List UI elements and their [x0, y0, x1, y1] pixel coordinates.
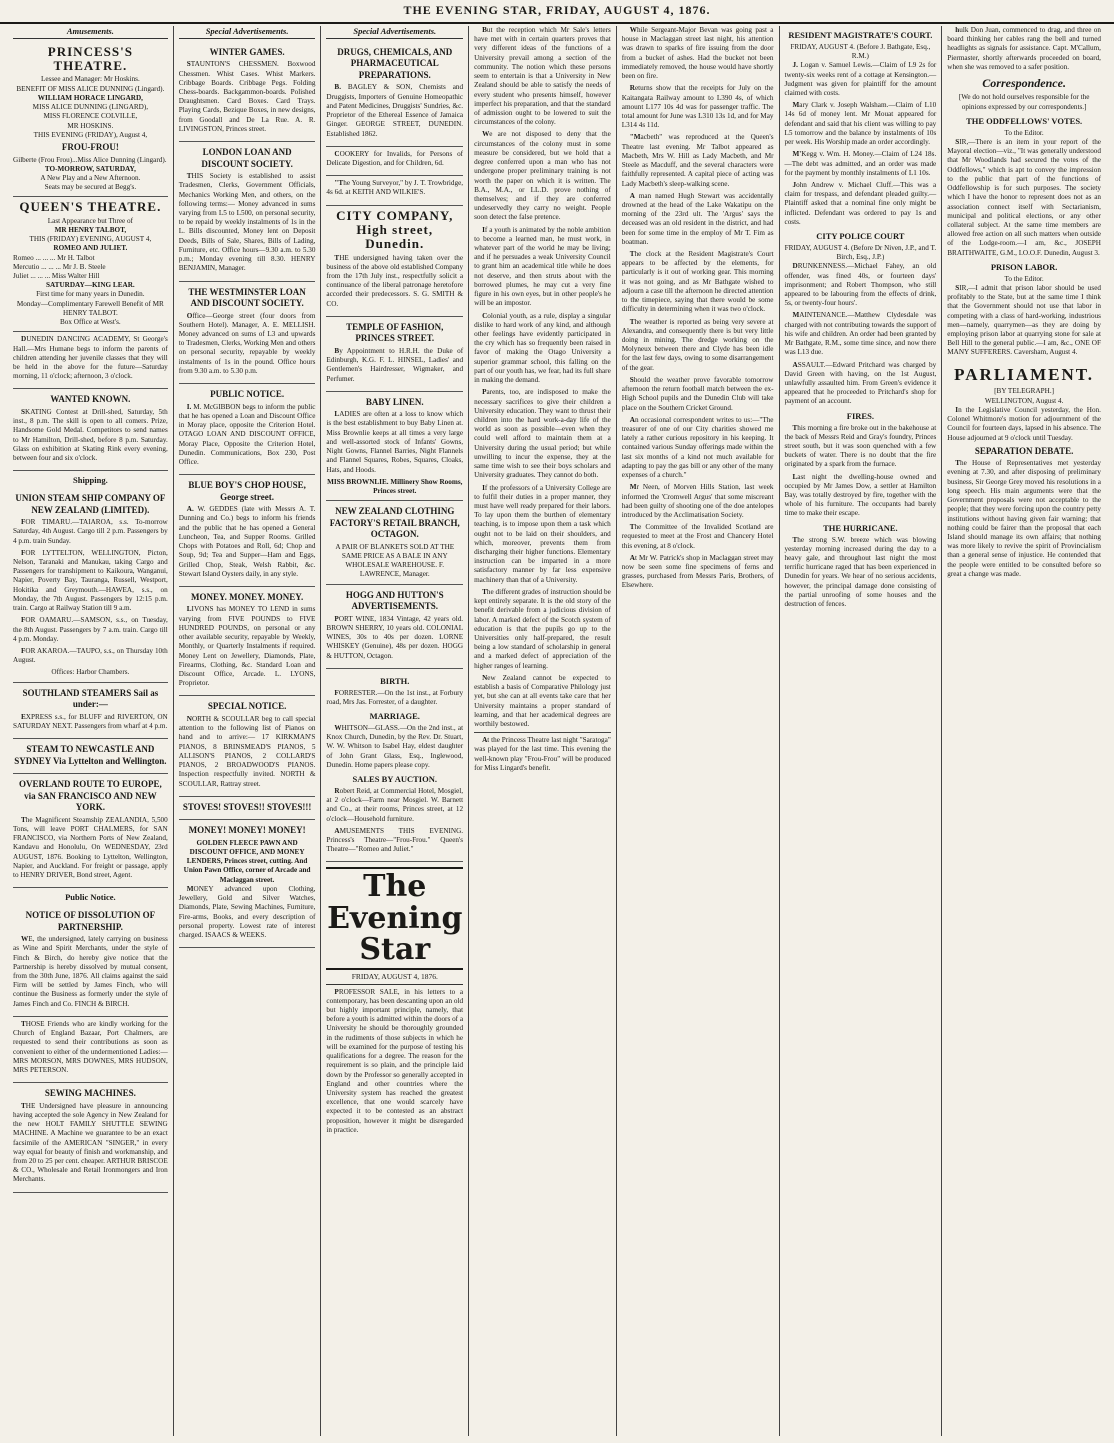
ad-heading: HOGG AND HUTTON'S ADVERTISEMENTS.: [345, 589, 444, 612]
ad-body: B. BAGLEY & SON, Chemists and Druggists, Importers of Genuine Homeopathic and Patent Medicines, Druggists' Sundries, &c. Proprietor of the Ethereal Essence of Jamaica Ginger. GEORGE STREET, DUNEDIN. Established 1862.: [326, 83, 464, 138]
birth-heading: BIRTH.: [380, 675, 410, 686]
ad-line: Last Appearance but Three of: [47, 216, 134, 225]
news-item: The clock at the Resident Magistrate's Court appears to be affected by the elements, for particularly is it out of working gear. This morning it was not going, and as Mr Bathgate wished to adjourn a case till the afternoon he directed attention to the timepiece, saying that there would be some difficulty in determining when it was two o'clock.: [621, 250, 774, 314]
ad-line: THIS EVENING (FRIDAY), August 4,: [33, 130, 148, 139]
dissolution-notice: [13, 905, 168, 1017]
ad-body: LADIES are often at a loss to know which is the best establishment to buy Baby Linen at. Miss Brownlie keeps at all times a very large and well-assorted stock of Infants' Gowns, Night Gowns, Flannel Barries, Night Flannels and Flannel Squares, Robes, Squares, Cloaks, Hats, and Hoods.: [326, 410, 464, 474]
to-editor: To the Editor.: [1004, 128, 1044, 137]
queens-theatre-title: QUEEN'S THEATRE.: [19, 199, 162, 215]
news-item: Returns show that the receipts for July on the Kaitangata Railway amount to L390 4s, of which amount L177 10s 4d was for passenger traffic. The total amount for June was L310 13s 1d, and for May L314 4s 11d.: [621, 84, 774, 130]
column-7: [942, 26, 1106, 1436]
fire-report: Last night the dwelling-house owned and occupied by Mr James Dow, a settler at Hamilton Bay, was totally destroyed by fire, together with the whole of his furniture. The occupants had barely time to make their escape.: [784, 472, 937, 518]
winter-games-ad: [179, 42, 316, 142]
otago-loan-ad: [179, 384, 316, 475]
article-paragraph: Colonial youth, as a rule, display a singular dislike to hard work of any kind, and although other feelings have evidently participated in the cry which has so frequently been raised in favor of making the Otago University a superior grammar school, this falling on the part of our youth has, we fear, had its full share in making the demand.: [474, 311, 611, 385]
cookery-ad: [326, 147, 463, 176]
sales-notice: Robert Reid, at Commercial Hotel, Mosgiel, at 2 o'clock—Farm near Mosgiel. W. Barnett and Co., at their rooms, Princes street, at 12 o'clock—Household furniture.: [326, 786, 464, 823]
dateline: FRIDAY, AUGUST 4, 1876.: [326, 972, 463, 985]
ad-body: Office—George street (four doors from Southern Hotel). Manager, A. E. MELLISH. Money advanced on sums of L3 and upwards to Tradesmen, Clerks, Working Men and others on personal security, repayable by weekly instalments of 1s in the pound. Office hours from 9.30 a.m. to 5.30 p.m.: [178, 311, 316, 375]
ad-heading: DRUGS, CHEMICALS, AND PHARMACEUTICAL PREPARATIONS.: [337, 46, 453, 80]
stoves-ad: [179, 797, 316, 821]
ad-line: BENEFIT OF MISS ALICE DUNNING (Lingard).: [16, 84, 165, 93]
ad-heading: UNION STEAM SHIP COMPANY OF NEW ZEALAND (LIMITED).: [15, 493, 166, 515]
separation-heading: SEPARATION DEBATE.: [974, 445, 1074, 456]
news-item: A man named Hugh Stewart was accidentally drowned at the head of the Lake Wakatipu on the morning of the 23rd ult. The 'Argus' says the deceased was an old resident in the district, and had been for some time in the employ of Mr T. Fim as boatman.: [621, 191, 774, 246]
fires-heading: FIRES.: [846, 410, 874, 421]
amusements-notice: AMUSEMENTS THIS EVENING. Princess's Theatre—"Frou-Frou." Queen's Theatre—"Romeo and Juliet.": [326, 826, 464, 854]
ad-body: SKATING Contest at Drill-shed, Saturday, 5th inst., 8 p.m. The skill is open to all comers. Prize, Handsome Gold Medal. Competitors to send names to Mr Hamilton, Drill-shed, before 8 p.m. Saturday. Glass on exhibition at Skating Rink every evening, between four and six o'clock.: [13, 407, 168, 463]
ad-body: The Magnificent Steamship ZEALANDIA, 5,500 Tons, will leave PORT CHALMERS, for SAN FRANCISCO, via Northern Ports of New Zealand, Kandavu and Honolulu, On WEDNESDAY, 23rd AUGUST, 1876. Booking to Lyttelton, Wellington, Napier, and Auckland. For freight or passage, apply to HENRY DRIVER, Bond street, Agent.: [13, 815, 168, 879]
column-1: [8, 26, 174, 1436]
rm-court-heading: RESIDENT MAGISTRATE'S COURT.: [788, 30, 933, 40]
court-case: M'Kegg v. Wm. H. Money.—Claim of L24 18s.—The debt was admitted, and an order was made for the payment by monthly instalments of L1 10s.: [784, 150, 937, 177]
news-item: At Mr W. Patrick's shop in Maclaggan street may now be seen some fine specimens of ferns and grasses, purchased from Messrs Paris, Brothers, of Elsewhere.: [621, 553, 774, 590]
union-steam-ship-ad: [13, 488, 168, 683]
ad-body: FOR TIMARU.—TAIAROA, s.s. To-morrow Saturday, 4th August. Cargo till 2 p.m. Passengers by 4 p.m. train Sunday.: [13, 518, 168, 545]
clothing-factory-ad: [326, 501, 463, 584]
news-item: hulk Don Juan, commenced to drag, and three on board thinking her cables rang the bell and turned headlights as signals for assistance. Capt. M'Callum, Piermaster, shortly afterwards proceeded on board, when she was removed to a safer position.: [947, 26, 1101, 71]
ad-line: Monday—Complimentary Farewell Benefit of MR HENRY TALBOT.: [16, 299, 164, 317]
ad-line: Lessee and Manager: Mr Hoskins.: [40, 75, 140, 84]
ad-line: Seats may be secured at Begg's.: [44, 183, 137, 192]
sewing-machines-ad: [13, 1083, 168, 1192]
newspaper-nameplate: The Evening Star: [326, 867, 463, 970]
ad-heading: SPECIAL NOTICE.: [207, 701, 287, 712]
ad-heading: MONEY. MONEY. MONEY.: [190, 591, 304, 602]
princess-theatre-title: PRINCESS'S THEATRE.: [47, 43, 133, 74]
ad-body: MONEY advanced upon Clothing, Jewellery, Gold and Silver Watches, Diamonds, Plate, Sewing Machines, Furniture, Fire-arms, Books, and every description of personal property. Lowest rate of interest charged. ISAACS & WEEKS.: [178, 884, 316, 939]
leader-paragraph: PROFESSOR SALE, in his letters to a contemporary, has been descanting upon an old but highly important principle, namely, that before a youth is admitted within the doors of a University he should be thoroughly grounded in the rudiments of those subjects in which he will be examined for the purpose of testing his qualifications for a degree. The reason for the requirement is so plain, and the principle laid down by the Professor so generally accepted in England and other countries where the University system has reached the greatest excellence, that one would scarcely have expected it to be contested as an abstract proposition, however it might be disregarded in practice.: [326, 987, 464, 1134]
column-heading: Amusements.: [13, 26, 168, 39]
hurricane-heading: THE HURRICANE.: [823, 522, 898, 533]
ad-line: TO-MORROW, SATURDAY,: [44, 164, 136, 173]
ad-heading: CITY COMPANY, High street, Dunedin.: [336, 207, 454, 252]
letter-body: SIR,—I admit that prison labor should be used profitably to the State, but at the same time I think that the Government should not use that labor in competing with a class of hard-working, industrious men—namely, quarrymen—as they are doing by employing prison labor at quarrying stone for sale at Bell Hill to the general public.—I am, &c., ONE OF MANY SUFFERERS. Caversham, August 4.: [947, 283, 1101, 357]
parliament-heading: PARLIAMENT.: [954, 364, 1095, 384]
bazaar-notice: [13, 1017, 168, 1083]
ad-body: COOKERY for Invalids, for Persons of Delicate Digestion, and for Children, 6d.: [326, 149, 464, 167]
southland-steamers-ad: [13, 683, 168, 739]
ad-heading: OVERLAND ROUTE TO EUROPE, via SAN FRANCISCO AND NEW YORK.: [19, 779, 162, 813]
young-surveyor-ad: [326, 176, 463, 205]
ad-body: FOR OAMARU.—SAMSON, s.s., on Tuesday, the 8th August. Passengers by 7 a.m. train. Cargo till 4 p.m. Monday.: [13, 616, 168, 643]
ad-line: Offices: Harbor Chambers.: [51, 668, 130, 677]
ad-line: MISS ALICE DUNNING (LINGARD),: [32, 103, 149, 112]
ad-body: LIVONS has MONEY TO LEND in sums varying from FIVE POUNDS to FIVE HUNDRED POUNDS, on personal or any other available security, repayable by Weekly, Monthly, or Quarterly Instalments if required. Money Lent on Jewellery, Diamonds, Plate, Firearms, Clothing, &c. Standard Loan and Discount Office, Arcade. L. LYONS, Proprietor.: [178, 605, 316, 688]
ad-body: I. M. McGIBBON begs to inform the public that he has opened a Loan and Discount Office in Moray place, opposite the Criterion Hotel. OTAGO LOAN AND DISCOUNT OFFICE, Moray Place, Opposite the Criterion Hotel, Dunedin. Communications, Box 230, Post Office.: [178, 402, 316, 466]
section-heading: Public Notice.: [65, 892, 116, 903]
court-case: ASSAULT.—Edward Pritchard was charged by David Green with having, on the 1st August, unlawfully assaulted him. From Green's evidence it appeared that he proceeded to Pritchard's shop for payment of an account.: [784, 360, 937, 406]
ad-heading: MONEY! MONEY! MONEY!: [188, 825, 306, 836]
to-editor: To the Editor.: [1004, 274, 1044, 283]
ad-heading: THE WESTMINSTER LOAN AND DISCOUNT SOCIETY.: [188, 286, 306, 309]
ad-line: MISS FLORENCE COLVILLE,: [43, 112, 138, 121]
court-case: Mary Clark v. Joseph Walsham.—Claim of L10 14s 6d of money lent. Mr Mouat appeared for defendant and said that his client was willing to pay L5 tomorrow and the balance by instalments of 10s per week. His Worship made an order accordingly.: [784, 101, 937, 147]
letter-heading: THE ODDFELLOWS' VOTES.: [966, 115, 1083, 126]
article-paragraph: The different grades of instruction should be kept entirely separate. It is the old story of the benefit derivable from a judicious division of labor. A marked defect of the Scotch system of education is that the pupils go up to the Universities only half-prepared, the result being a low standard of scholarship in general and a marked defect of appreciation of the higher ranges of learning.: [474, 587, 611, 670]
ad-heading: NOTICE OF DISSOLUTION OF PARTNERSHIP.: [25, 910, 156, 932]
article-paragraph: We are not disposed to deny that the circumstances of the colony must in some measure be considered, but we hold that a degree conferred upon a man who has not undergone proper preliminary training is not worth the paper on which it is written. The B.A., M.A., or LL.D. prove nothing of themselves; and if they are conferred undeservedly they carry no weight. People soon detect the false pretence.: [474, 130, 611, 222]
chop-house-ad: [179, 475, 316, 587]
masthead: THE EVENING STAR, FRIDAY, AUGUST 4, 1876.: [0, 0, 1114, 24]
fire-report: This morning a fire broke out in the bakehouse at the back of Messrs Reid and Gray's foundry, Princes street south, but it was soon quenched with a few buckets of water. There is no doubt that the fire originated by a spark from the furnace.: [784, 423, 937, 469]
correspondence-note: [We do not hold ourselves responsible for the opinions expressed by our correspondents.]: [958, 93, 1090, 111]
ad-line: A New Play and a New Afternoon.: [40, 173, 141, 182]
column-6: [780, 26, 943, 1436]
ad-line: ROMEO AND JULIET.: [53, 244, 128, 253]
ad-body: DUNEDIN DANCING ACADEMY, St George's Hall.—Mrs Humane begs to inform the parents of children attending her juvenile classes that they will be held in the above for the future—Saturday morning, 11 o'clock; afternoon, 3 o'clock.: [13, 335, 168, 381]
newcastle-steam-ad: [13, 739, 168, 774]
london-loan-ad: [179, 142, 316, 281]
hurricane-report: The strong S.W. breeze which was blowing yesterday morning increased during the day to a heavy gale, and throughout last night the most terrific hurricane raged that has been experienced in Dunedin for years. We hear of no serious accidents, however, the principal damage done consisting of the partial unroofing of some houses and the destruction of fences.: [784, 535, 937, 609]
ad-body: FOR LYTTELTON, WELLINGTON, Picton, Nelson, Taranaki and Manukau, taking Cargo and Passengers for transhipment to Kaikoura, Wanganui, Napier, Poverty Bay, Tauranga, Russell, Westport, Hokitika and Greymouth.—HAWEA, s.s., on Monday, the 7th August. Passengers by 12:15 p.m. train. Cargo at Railway Station till 9 a.m.: [13, 548, 168, 613]
ad-body: A. W. GEDDES (late with Messrs A. T. Dunning and Co.) begs to inform his friends and the public that he has opened a General Luncheon, Tea, and Supper Rooms. Grilled Chops with Potatoes and Roll, 6d; Chop and Soup, 9d; Tea and Supper—Ham and Eggs, Grilled Chop, Steak, Welsh Rabbit, &c. Stewart Island Oysters daily, in any style.: [178, 505, 316, 578]
ad-line: MR HOSKINS.: [67, 121, 114, 130]
wanted-known-ad: [13, 389, 168, 471]
column-4: [469, 26, 617, 1436]
column-heading: Special Advertisements.: [179, 26, 316, 39]
news-item: Mr Neen, of Morven Hills Station, last week informed the 'Cromwell Argus' that some miscreant had been guilty of shooting one of the doe antelopes introduced by the Acclimatisation Society.: [621, 483, 774, 519]
ad-body: NORTH & SCOULLAR beg to call special attention to the following list of Pianos on hand and to arrive:— 17 KIRKMAN'S PIANOS, 8 BRINSMEAD'S PIANOS, 5 ALLISON'S PIANOS, 2 COLLARD'S PIANOS, 2 BROADWOOD'S PIANOS. Inspection respectfully invited. NORTH & SCOULLAR, Rattray street.: [178, 714, 316, 788]
ad-heading: BLUE BOY'S CHOP HOUSE, George street.: [188, 480, 306, 502]
wellington-dateline: WELLINGTON, August 4.: [984, 396, 1064, 405]
ad-line: Romeo ... ... ... Mr H. Talbot: [13, 253, 95, 262]
news-item: The Committee of the Invalided Scotland are requested to meet at the Frost and Chancery Hotel this evening, at 8 o'clock.: [621, 523, 774, 550]
money-lend-ad: [179, 587, 316, 696]
parliament-report: The House of Representatives met yesterday evening at 7.30, and after disposing of preliminary business, Sir George Grey moved his resolutions in a long speech. His main arguments were that the Government proposals were not acceptable to the people; that they were forcing upon the country petty institutions without having given fair warning; that nothing could be fairer than the proposal that each Island should manage its own affairs; that nothing was more likely to revive the spirit of Provincialism than a general sense of injustice. He contended that the people were entitled to be consulted before so great a change was made.: [947, 459, 1101, 578]
ad-body: THOSE Friends who are kindly working for the Church of England Bazaar, Port Chalmers, are requested to send their contributions as soon as convenient to either of the undermentioned Ladies:— MRS MORSON, MRS DOWNES, MRS HUDSON, MRS PETERSON.: [13, 1019, 168, 1074]
ad-heading: TEMPLE OF FASHION, PRINCES STREET.: [346, 321, 444, 344]
divider: [474, 732, 611, 733]
drugs-ad: [326, 42, 463, 147]
city-company-ad: [326, 206, 463, 317]
westminster-loan-ad: [179, 282, 316, 385]
ad-body: THE undersigned having taken over the business of the above old established Company from the 17th July inst., respectfully solicit a continuance of the liberal patronage heretofore accorded their predecessors. S. G. SMITH & CO.: [326, 253, 464, 308]
police-court-date: FRIDAY, AUGUST 4. (Before Dr Niven, J.P., and T. Birch, Esq., J.P.): [784, 243, 937, 262]
ad-body: EXPRESS s.s., for BLUFF and RIVERTON, ON SATURDAY NEXT. Passengers from wharf at 4 p.m.: [13, 712, 168, 730]
correspondence-heading: Correspondence.: [982, 76, 1066, 91]
column-heading: Special Advertisements.: [326, 26, 463, 39]
notices: [326, 669, 463, 863]
temple-of-fashion-ad: [326, 317, 463, 392]
section-heading: Shipping.: [73, 475, 108, 486]
queens-theatre-ad: [13, 197, 168, 332]
ad-heading: NEW ZEALAND CLOTHING FACTORY'S RETAIL BRANCH, OCTAGON.: [329, 506, 460, 540]
ad-body: THE Undersigned have pleasure in announcing having accepted the sole Agency in New Zealand for the new HOLT FAMILY SHUTTLE SEWING MACHINE. A Machine we guarantee to be an exact facsimile of the AMERICAN "SINGER," in every way equal for beauty of finish and workmanship, and from 20 to 25 per cent. cheaper. ARTHUR BRISCOE & CO., Wholesale and Retail Ironmongers and Iron Merchants.: [13, 1101, 168, 1184]
letter-heading: PRISON LABOR.: [990, 261, 1058, 272]
ad-heading: WINTER GAMES.: [209, 46, 285, 57]
marriage-notice: WHITSON—GLASS.—On the 2nd inst., at Knox Church, Dunedin, by the Rev. Dr. Stuart, W. W. Whitson to Isabel Hay, eldest daughter of John Grant Glass, Esq., Inglewood, Dunedin. Home papers please copy.: [326, 723, 464, 769]
police-court-heading: CITY POLICE COURT: [816, 231, 905, 242]
article-paragraph: If a youth is animated by the noble ambition to become a learned man, he must work, in whatever part of the world he may be living; and if he persuades a weak University Council to grant him an academical title while he does not deserve, and then struts about with the borrowed plumes, he may cut a very fine figure in his own eyes, but in other people's he will be an impostor.: [474, 225, 611, 308]
ad-line: SATURDAY—KING LEAR.: [46, 281, 135, 290]
ad-body: FOR AKAROA.—TAUPO, s.s., on Thursday 10th August.: [13, 646, 168, 665]
ad-heading: SEWING MACHINES.: [44, 1088, 136, 1099]
article-paragraph: New Zealand cannot be expected to establish a basis of Comparative Philology just yet, but she can at all events take care that her University maintains a proper standard of learning, and that her academical degrees are worthily bestowed.: [474, 673, 611, 728]
letter-body: SIR,—There is an item in your report of the Mayoral election—viz., "It was generally understood that Mr Woodlands had secured the votes of the Oddfellows," which is apt to convey the impression to the public that part of the functions of Oddfellowship is for such purposes. The society which I have the honor to represent does not as an association connect itself with Sectarianism, municipal and political elections, or any other collateral subject. At the same time members are allowed free action on all such matters when outside of the Lodge-room.—I am, &c., JOSEPH BRAITHWAITE, G.M., I.O.O.F. Dunedin, August 3.: [947, 137, 1101, 257]
ad-line: Gilberte (Frou Frou)...Miss Alice Dunning (Lingard).: [13, 155, 167, 164]
ad-heading: BABY LINEN.: [365, 396, 424, 407]
news-item: The weather is reported as being very severe at Alexandra, and consequently there is but very little doing in mining. The dredge working on the Molyneux between there and Clyde has been idle for the last few days, owing to some disarrangement of the gear.: [621, 317, 774, 372]
court-case: John Andrew v. Michael Cluff.—This was a claim for trespass, and defendant pleaded guilty.—Plaintiff asked that a nominal fine only might be inflicted. Defendant was ordered to pay 1s and costs.: [784, 180, 937, 226]
article-paragraph: But the reception which Mr Sale's letters have met with in certain quarters proves that very different ideas of the functions of a University prevail among a section of the community. The notion which these persons seem to entertain is that a University in New Zealand should be able to satisfy the needs of every student who presents himself, however imperfect his preparation, and that the standard of admission ought to be lowered to suit the circumstances of the colony.: [474, 26, 611, 127]
court-case: J. Logan v. Samuel Lewis.—Claim of L9 2s for twenty-six weeks rent of a cottage at Kensington.—Judgment was given for plaintiff for the amount claimed with costs.: [784, 61, 937, 97]
article-paragraph: At the Princess Theatre last night "Saratoga" was played for the last time. This evening the well-known play "Frou-Frou" will be produced for Miss Lingard's benefit.: [474, 736, 611, 772]
baby-linen-ad: [326, 392, 463, 501]
ad-line: First time for many years in Dunedin.: [36, 290, 145, 299]
golden-fleece-ad: [179, 820, 316, 948]
ad-line: Box Office at West's.: [60, 318, 121, 327]
ad-subheading: GOLDEN FLEECE PAWN AND DISCOUNT OFFICE, AND MONEY LENDERS, Princes street, cutting. And Union Pawn Office, corner of Arcade and Maclaggan street.: [183, 838, 311, 884]
ad-heading: WANTED KNOWN.: [50, 394, 131, 405]
column-2: [174, 26, 322, 1436]
news-item: Should the weather prove favorable tomorrow afternoon the return football match between the ex-High School pupils and the Dunedin Club will take place on the Southern Cricket Ground.: [621, 375, 774, 412]
column-3: [321, 26, 469, 1436]
princess-theatre-ad: [13, 42, 168, 198]
ad-line: Mercutio ... ... ... Mr J. B. Steele: [13, 262, 106, 271]
ad-body: A PAIR OF BLANKETS SOLD AT THE SAME PRICE AS A BALE IN ANY WHOLESALE WAREHOUSE. F. LAWRENCE, Manager.: [335, 542, 455, 579]
ad-body: WE, the undersigned, lately carrying on business as Wine and Spirit Merchants, under the style of Finch & Birch, do hereby give notice that the Partnership is hereby dissolved by mutual consent, from the 30th June, 1876. All claims against the said Firm will be settled by James Finch, who will continue the Business as formerly under the style of James Finch and Co. FINCH & BIRCH.: [13, 935, 168, 1008]
ad-heading: LONDON LOAN AND DISCOUNT SOCIETY.: [201, 147, 293, 169]
newspaper-columns: [8, 26, 1106, 1436]
news-item: "Macbeth" was reproduced at the Queen's Theatre last evening. Mr Talbot appeared as Macbeth, Mrs W. Hill as Lady Macbeth, and Mr Steele as Macduff, and the several characters were faithfully represented. A capital piece of acting was Lady Macbeth's sleep-walking scene.: [621, 133, 774, 188]
dancing-academy-ad: [13, 332, 168, 389]
ad-line: FROU-FROU!: [61, 142, 119, 152]
ad-body: STAUNTON'S CHESSMEN. Boxwood Chessmen. Whist Cases. Whist Markers. Cribbage Boards. Cribbage Pegs. Folding Chess-boards. Backgammon-boards. Polished Draughtsmen. Card Boxes. Card Trays. Playing Cards, Bezique Boxes, in new designs, from Goodall and De La Rue. A. R. LIVINGSTON, Princes street.: [178, 60, 316, 133]
ad-heading: PUBLIC NOTICE.: [210, 389, 285, 400]
ad-body: By Appointment to H.R.H. the Duke of Edinburgh, K.G. F. L. HINSEL, Ladies' and Gentlemen's Hairdresser, Wigmaker, and Perfumer.: [326, 346, 464, 383]
ad-body: "The Young Surveyor," by J. T. Trowbridge, 4s 6d. at KEITH AND WILKIE'S.: [326, 179, 464, 197]
ad-line: MISS BROWNLIE. Millinery Show Rooms, Princes street.: [327, 477, 463, 495]
marriage-heading: MARRIAGE.: [369, 711, 420, 722]
overland-route-ad: [13, 774, 168, 888]
ad-body: PORT WINE, 1834 Vintage, 42 years old. BROWN SHERRY, 10 years old. COLONIAL WINES, 30s to 40s per dozen. LORNE WHISKEY (Genuine), 48s per dozen. HOGG & HUTTON, Octagon.: [326, 614, 464, 660]
telegraph-tag: [BY TELEGRAPH.]: [994, 387, 1055, 396]
court-case: DRUNKENNESS.—Michael Fahey, an old offender, was fined 40s, or fourteen days' imprisonment; and Robert Thompson, who still appeared to be labouring from the effects of drink, 5s, or twenty-four hours'.: [784, 262, 937, 308]
pianos-ad: [179, 696, 316, 796]
parliament-report: In the Legislative Council yesterday, the Hon. Colonel Whitmore's motion for adjournment of the Council for fourteen days, lapsed in his absence. The House adjourned at 9 o'clock until Tuesday.: [947, 405, 1101, 442]
birth-notice: FORRESTER.—On the 1st inst., at Forbury road, Mrs Jas. Forrester, of a daughter.: [326, 688, 464, 706]
ad-line: MR HENRY TALBOT,: [54, 225, 127, 234]
news-item: While Sergeant-Major Bevan was going past a house in Maclaggan street last night, his attention was drawn to sparks of fire issuing from the door from a bucket of ashes. Had the bucket not been immediately removed, the house would have shortly been on fire.: [621, 26, 774, 81]
ad-line: WILLIAM HORACE LINGARD,: [37, 93, 143, 102]
sales-heading: SALES BY AUCTION.: [352, 774, 437, 785]
ad-body: THIS Society is established to assist Tradesmen, Clerks, Government Officials, Mechanics Working Men, and others, on the following terms:— Money advanced in sums varying from L5 to L500, on personal security, to be repaid by weekly instalments of 1s in the L. Bills discounted, Money lent on Deposit Deeds, Bills of Sale, Shares, Bills of Lading, Furniture, etc. Office hours—9.30 a.m. to 5.30 p.m.; Monday evening till 8.30. HENRY BENJAMIN, Manager.: [178, 172, 316, 273]
column-5: [617, 26, 780, 1436]
ad-heading: STEAM TO NEWCASTLE AND SYDNEY Via Lyttelton and Wellington.: [14, 744, 167, 766]
ad-heading: STOVES! STOVES!! STOVES!!!: [182, 801, 312, 812]
rm-court-date: FRIDAY, AUGUST 4. (Before J. Bathgate, Esq., R.M.): [790, 42, 931, 61]
hogg-hutton-ad: [326, 585, 463, 669]
news-item: An occasional correspondent writes to us:—"The treasurer of one of our City charities showed me lately a rather curious repository in his keeping. It contained various Sunday offerings made within the last six months of a kind not much available for adapting to pay the gas bill or any other of the many expenses of a church.": [621, 415, 774, 480]
article-paragraph: If the professors of a University College are to fulfil their duties in a proper manner, they must have well ready prepared for their labors. To lay upon them the burthen of elementary teaching, is to impose upon them a task which ought not to be laid on their shoulders, and which, moreover, prevents them from discharging their higher functions. Elementary instruction can be imparted in a more satisfactory manner by far less expensive machinery than that of a University.: [474, 483, 611, 584]
ad-line: THIS (FRIDAY) EVENING, AUGUST 4,: [29, 235, 152, 244]
court-case: MAINTENANCE.—Matthew Clydesdale was charged with not contributing towards the support of his wife and children. An order had been granted by Mr Bathgate, R.M., some time since, and now there was L13 due.: [784, 311, 937, 357]
article-paragraph: Parents, too, are indisposed to make the necessary sacrifices to give their children a University education. They want to thrust their children into the hard work-a-day life of the world as soon as possible—even when they could well afford to maintain them at a University during the usual period; but while unwilling to incur the expense, they at the same time wish to see their boys scholars and University graduates. They cannot do both.: [474, 388, 611, 480]
ad-heading: SOUTHLAND STEAMERS Sail as under:—: [22, 687, 159, 710]
ad-line: Juliet ... ... ... Miss Walter Hill: [13, 272, 100, 280]
